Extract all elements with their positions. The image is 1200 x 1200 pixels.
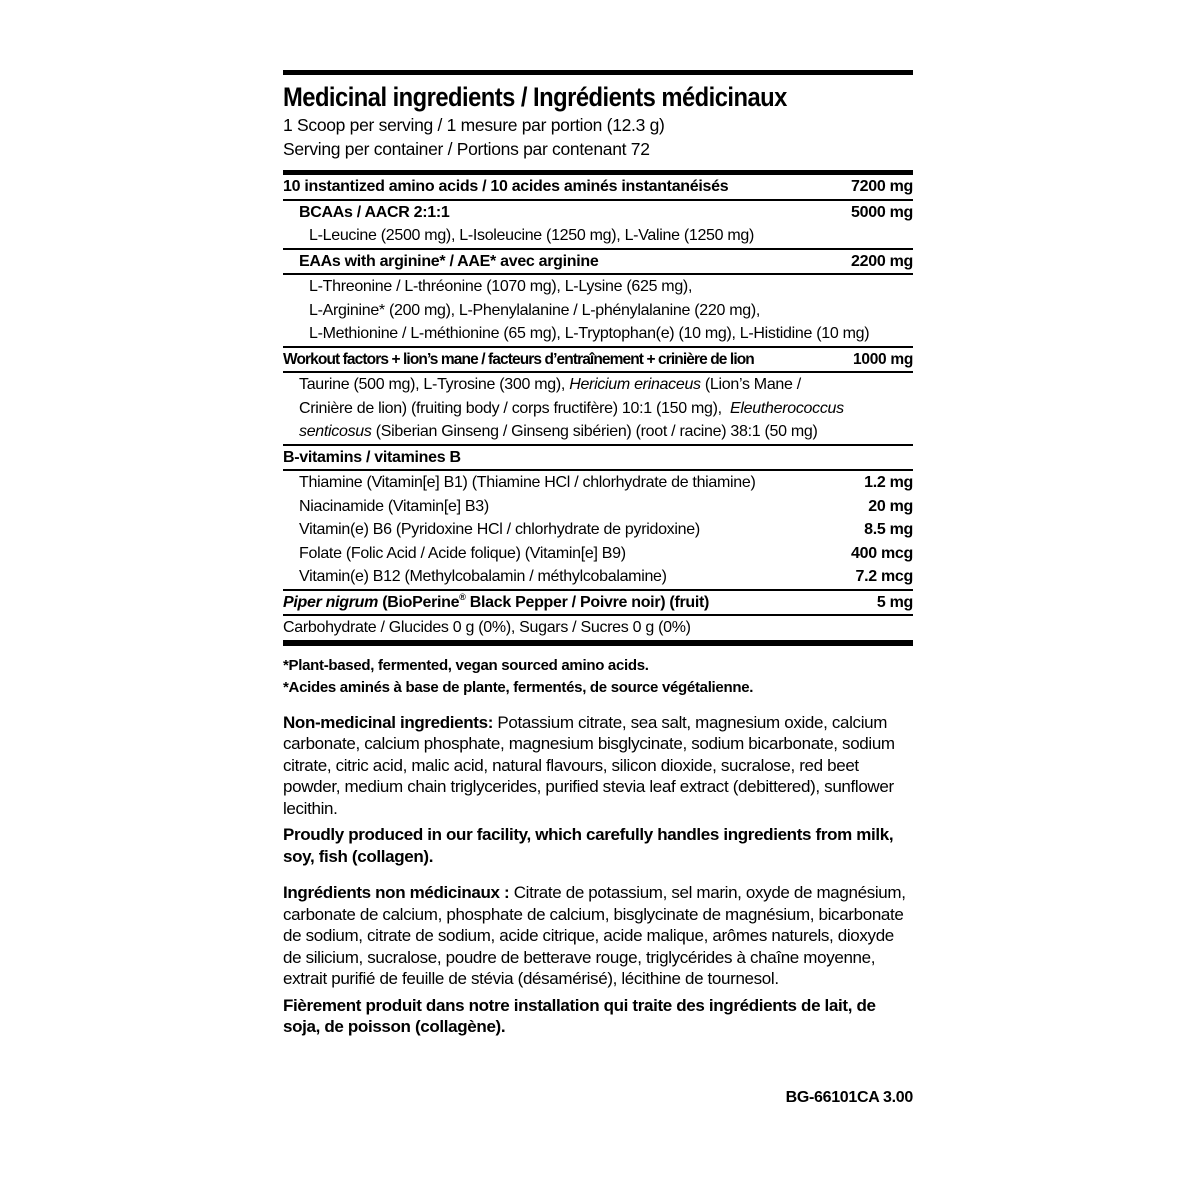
paragraphs (283, 712, 913, 1038)
ingredient-amount: 7200 mg (851, 178, 913, 195)
top-divider (283, 70, 913, 75)
row-eaas-detail (283, 275, 913, 348)
ingredient-amount: 5 mg (876, 593, 913, 611)
ingredient-line: Taurine (500 mg), L-Tyrosine (300 mg), Hericium erinaceus (Lion’s Mane / (299, 376, 801, 393)
ingredient-line: Vitamin(e) B12 (Methylcobalamin / méthylcobalamine) (299, 568, 667, 585)
ingredient-name (283, 446, 913, 470)
ingredients-table (283, 175, 913, 640)
row-workout-factors (283, 348, 913, 374)
ingredient-line: L-Leucine (2500 mg), L-Isoleucine (1250 mg), L-Valine (1250 mg) (309, 227, 755, 244)
non-medicinal-ingredients-en: Non-medicinal ingredients: Potassium citrate, sea salt, magnesium oxide, calcium carbonate, calcium phosphate, magnesium bisglycinate, sodium bicarbonate, sodium citrate, citric acid, malic acid, natural flavours, silicon dioxide, sucralose, red beet powder, medium chain triglycerides, purified stevia leaf extract (debittered), sunflower lecithin. (283, 712, 895, 818)
footnotes (283, 655, 913, 699)
servings-per-container-line: Serving per container / Portions par contenant 72 (283, 139, 650, 159)
ingredient-name (283, 616, 913, 640)
ingredient-line: EAAs with arginine* / AAE* avec arginine (299, 252, 599, 270)
allergen-statement-fr: Fièrement produit dans notre installation qui traite des ingrédients de lait, de soja, de poisson (collagène). (283, 995, 876, 1036)
ingredient-name (283, 348, 845, 372)
ingredient-name (283, 495, 860, 519)
ingredient-line: BCAAs / AACR 2:1:1 (299, 203, 450, 221)
ingredient-line: Carbohydrate / Glucides 0 g (0%), Sugars / Sucres 0 g (0%) (283, 619, 691, 636)
ingredient-amount: 400 mcg (851, 544, 913, 562)
ingredient-name (283, 518, 856, 542)
footnote: *Plant-based, fermented, vegan sourced amino acids. (283, 656, 649, 674)
ingredient-name (283, 373, 913, 444)
ingredient-name (283, 224, 913, 248)
row-folate (283, 542, 913, 566)
ingredient-amount: 5000 mg (851, 203, 913, 221)
row-b-vitamins (283, 446, 913, 472)
ingredient-name (283, 542, 843, 566)
panel-title: Medicinal ingredients / Ingrédients médicinaux (283, 82, 787, 112)
allergen-statement-en: Proudly produced in our facility, which carefully handles ingredients from milk, soy, fish (collagen). (283, 825, 894, 866)
ingredient-name (283, 175, 843, 199)
row-amino-acids-total (283, 175, 913, 201)
ingredient-line: Folate (Folic Acid / Acide folique) (Vitamin[e] B9) (299, 544, 626, 562)
ingredient-name (283, 275, 913, 346)
row-workout-detail (283, 373, 913, 446)
ingredient-name (283, 471, 856, 495)
ingredient-amount: 2200 mg (851, 252, 913, 270)
bottom-divider (283, 640, 913, 646)
supplement-facts-panel (283, 70, 913, 1106)
ingredient-name (283, 591, 869, 615)
row-carbohydrate (283, 616, 913, 640)
ingredient-line: Vitamin(e) B6 (Pyridoxine HCl / chlorhydrate de pyridoxine) (299, 521, 700, 538)
ingredient-amount: 1000 mg (853, 350, 913, 368)
paragraph-lead: Ingrédients non médicinaux : (283, 883, 510, 902)
row-bcaas (283, 201, 913, 225)
product-code: BG-66101CA 3.00 (785, 1088, 913, 1106)
ingredient-line: Workout factors + lion’s mane / facteurs d’entraînement + crinière de lion (283, 350, 754, 368)
ingredient-line: L-Threonine / L-thréonine (1070 mg), L-Lysine (625 mg), (309, 278, 693, 295)
row-niacinamide (283, 495, 913, 519)
ingredient-line: B-vitamins / vitamines B (283, 448, 461, 466)
paragraph-lead: Non-medicinal ingredients: (283, 712, 494, 732)
footnote: *Acides aminés à base de plante, fermentés, de source végétalienne. (283, 678, 754, 696)
ingredient-line: senticosus (Siberian Ginseng / Ginseng sibérien) (root / racine) 38:1 (50 mg) (299, 423, 818, 440)
ingredient-amount: 8.5 mg (864, 521, 913, 538)
row-bcaas-detail (283, 224, 913, 250)
ingredient-line: L-Arginine* (200 mg), L-Phenylalanine / L-phénylalanine (220 mg), (309, 301, 760, 319)
row-vitamin-b6 (283, 518, 913, 542)
ingredient-line: 10 instantized amino acids / 10 acides aminés instantanéisés (283, 178, 729, 195)
ingredient-line: Piper nigrum (BioPerine® Black Pepper / Poivre noir) (fruit) (283, 591, 710, 611)
ingredient-name (283, 250, 843, 274)
serving-size-line: 1 Scoop per serving / 1 mesure par portion (12.3 g) (283, 115, 665, 135)
row-thiamine (283, 471, 913, 495)
row-eaas (283, 250, 913, 276)
ingredient-amount: 20 mg (868, 497, 913, 515)
row-piper-nigrum (283, 591, 913, 617)
ingredient-name (283, 201, 843, 225)
ingredient-line: Crinière de lion) (fruiting body / corps fructifère) 10:1 (150 mg), Eleutherococcus (299, 399, 844, 417)
ingredient-name (283, 565, 848, 589)
ingredient-amount: 7.2 mcg (855, 568, 913, 585)
ingredient-line: Niacinamide (Vitamin[e] B3) (299, 497, 489, 515)
non-medicinal-ingredients-fr: Ingrédients non médicinaux : Citrate de potassium, sel marin, oxyde de magnésium, carbonate de calcium, phosphate de calcium, bisglycinate de magnésium, bicarbonate de sodium, citrate de sodium, acide citrique, acide malique, arômes naturels, dioxyde de silicium, sucralose, poudre de betterave rouge, triglycérides à chaîne moyenne, extrait purifié de feuille de stévia (désamérisé), lécithine de tournesol. (283, 883, 906, 988)
row-vitamin-b12 (283, 565, 913, 591)
ingredient-line: L-Methionine / L-méthionine (65 mg), L-Tryptophan(e) (10 mg), L-Histidine (10 mg) (309, 325, 870, 342)
ingredient-amount: 1.2 mg (864, 474, 913, 491)
ingredient-line: Thiamine (Vitamin[e] B1) (Thiamine HCl / chlorhydrate de thiamine) (299, 474, 756, 491)
